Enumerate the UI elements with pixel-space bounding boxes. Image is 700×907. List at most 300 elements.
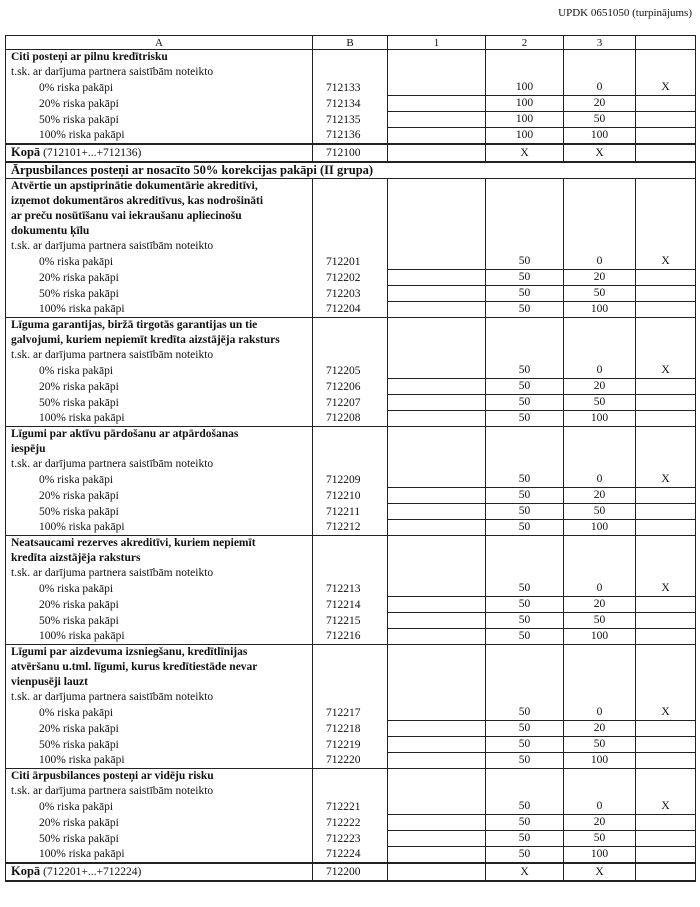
- empty-cell: [388, 179, 486, 195]
- empty-cell: [486, 566, 564, 581]
- x-mark: [636, 112, 696, 128]
- table-row: [6, 395, 696, 411]
- value-col-2: 100: [486, 128, 564, 145]
- risk-label: 20% riska pakāpi: [6, 721, 313, 737]
- input-cell-1: [388, 286, 486, 302]
- empty-cell: [388, 566, 486, 581]
- table-row: [6, 705, 696, 721]
- block-title-row: [6, 645, 696, 661]
- block-title: dokumentu ķīlu: [6, 224, 313, 239]
- empty-cell: [388, 318, 486, 334]
- row-code: 712202: [313, 270, 388, 286]
- value-col-3: 0: [564, 581, 636, 597]
- empty-cell: [388, 675, 486, 690]
- value-col-2: 50: [486, 799, 564, 815]
- empty-cell: [388, 551, 486, 566]
- empty-cell: [388, 457, 486, 472]
- block-title: ar preču nosūtīšanu vai iekraušanu apliecinošu: [6, 209, 313, 224]
- sub-label: t.sk. ar darījuma partnera saistībām noteikto: [6, 348, 313, 363]
- empty-cell: [636, 566, 696, 581]
- x-mark: [636, 629, 696, 645]
- value-col-2: X: [486, 863, 564, 881]
- risk-label: 100% riska pakāpi: [6, 753, 313, 769]
- risk-label: 0% riska pakāpi: [6, 799, 313, 815]
- empty-cell: [388, 427, 486, 443]
- empty-cell: [636, 318, 696, 334]
- value-col-2: 50: [486, 705, 564, 721]
- total-range: (712101+...+712136): [43, 147, 142, 159]
- empty-cell: [636, 50, 696, 66]
- x-mark: X: [636, 581, 696, 597]
- table-row: [6, 847, 696, 864]
- empty-cell: [388, 442, 486, 457]
- empty-cell: [486, 179, 564, 195]
- row-code: 712220: [313, 753, 388, 769]
- column-header: 2: [486, 36, 564, 50]
- total-range: (712201+...+712224): [43, 866, 142, 878]
- value-col-3: 100: [564, 302, 636, 318]
- value-col-2: 50: [486, 847, 564, 864]
- value-col-2: 50: [486, 753, 564, 769]
- value-col-3: 50: [564, 613, 636, 629]
- empty-cell: [486, 442, 564, 457]
- value-col-2: 50: [486, 472, 564, 488]
- value-col-3: 100: [564, 753, 636, 769]
- table-row: [6, 721, 696, 737]
- value-col-2: 50: [486, 581, 564, 597]
- empty-cell: [486, 769, 564, 785]
- table-row: [6, 488, 696, 504]
- x-mark: [636, 411, 696, 427]
- input-cell-1: [388, 472, 486, 488]
- input-cell-1: [388, 737, 486, 753]
- empty-cell: [636, 65, 696, 80]
- empty-cell: [313, 690, 388, 705]
- row-code: 712217: [313, 705, 388, 721]
- table-row: [6, 581, 696, 597]
- block-title: kredīta aizstājēja raksturs: [6, 551, 313, 566]
- block-title-row: [6, 50, 696, 66]
- risk-label: 50% riska pakāpi: [6, 286, 313, 302]
- row-code: 712201: [313, 254, 388, 270]
- empty-cell: [388, 239, 486, 254]
- empty-cell: [564, 50, 636, 66]
- value-col-3: 0: [564, 705, 636, 721]
- risk-weight-table: [5, 35, 696, 882]
- empty-cell: [388, 769, 486, 785]
- table-row: [6, 831, 696, 847]
- value-col-3: 100: [564, 847, 636, 864]
- value-col-3: 0: [564, 80, 636, 96]
- value-col-3: 20: [564, 379, 636, 395]
- value-col-3: 0: [564, 254, 636, 270]
- value-col-3: 20: [564, 721, 636, 737]
- input-cell-1: [388, 96, 486, 112]
- empty-cell: [486, 675, 564, 690]
- input-cell-1: [388, 831, 486, 847]
- table-row: [6, 254, 696, 270]
- block-title: Neatsaucami rezerves akreditīvi, kuriem nepiemīt: [6, 536, 313, 552]
- sub-label-row: [6, 65, 696, 80]
- risk-label: 20% riska pakāpi: [6, 488, 313, 504]
- table-row: [6, 629, 696, 645]
- empty-cell: [388, 209, 486, 224]
- empty-cell: [388, 784, 486, 799]
- empty-cell: [636, 551, 696, 566]
- block-title: Citi posteņi ar pilnu kredītrisku: [6, 50, 313, 66]
- risk-label: 20% riska pakāpi: [6, 379, 313, 395]
- input-cell-1: [388, 581, 486, 597]
- risk-label: 0% riska pakāpi: [6, 363, 313, 379]
- empty-cell: [486, 551, 564, 566]
- row-code: 712208: [313, 411, 388, 427]
- empty-cell: [313, 224, 388, 239]
- empty-cell: [313, 194, 388, 209]
- risk-label: 50% riska pakāpi: [6, 831, 313, 847]
- sub-label: t.sk. ar darījuma partnera saistībām noteikto: [6, 690, 313, 705]
- row-code: 712221: [313, 799, 388, 815]
- row-code: 712210: [313, 488, 388, 504]
- row-code: 712211: [313, 504, 388, 520]
- empty-cell: [564, 660, 636, 675]
- empty-cell: [313, 318, 388, 334]
- empty-cell: [636, 784, 696, 799]
- value-col-2: 50: [486, 504, 564, 520]
- value-col-2: 50: [486, 613, 564, 629]
- table-row: [6, 411, 696, 427]
- empty-cell: [313, 784, 388, 799]
- empty-cell: [564, 675, 636, 690]
- table-row: [6, 80, 696, 96]
- column-header: A: [6, 36, 313, 50]
- x-mark: X: [636, 705, 696, 721]
- row-code: 712205: [313, 363, 388, 379]
- empty-cell: [636, 144, 696, 162]
- risk-label: 50% riska pakāpi: [6, 613, 313, 629]
- x-mark: X: [636, 472, 696, 488]
- risk-label: 20% riska pakāpi: [6, 597, 313, 613]
- row-code: 712204: [313, 302, 388, 318]
- row-code: 712100: [313, 144, 388, 162]
- empty-cell: [313, 551, 388, 566]
- table-row: [6, 799, 696, 815]
- empty-cell: [486, 690, 564, 705]
- value-col-2: 50: [486, 254, 564, 270]
- x-mark: [636, 613, 696, 629]
- x-mark: [636, 847, 696, 864]
- value-col-3: 50: [564, 395, 636, 411]
- table-row: [6, 597, 696, 613]
- x-mark: [636, 597, 696, 613]
- input-cell-1: [388, 847, 486, 864]
- empty-cell: [313, 536, 388, 552]
- table-row: [6, 270, 696, 286]
- empty-cell: [313, 239, 388, 254]
- value-col-2: 50: [486, 815, 564, 831]
- value-col-3: 20: [564, 597, 636, 613]
- table-row: [6, 737, 696, 753]
- empty-cell: [313, 769, 388, 785]
- risk-label: 0% riska pakāpi: [6, 472, 313, 488]
- table-row: [6, 504, 696, 520]
- block-title-row: [6, 536, 696, 552]
- empty-cell: [564, 690, 636, 705]
- input-cell-1: [388, 753, 486, 769]
- row-code: 712212: [313, 520, 388, 536]
- block-title-row: [6, 333, 696, 348]
- risk-label: 100% riska pakāpi: [6, 128, 313, 145]
- value-col-3: 50: [564, 286, 636, 302]
- row-code: 712222: [313, 815, 388, 831]
- empty-cell: [313, 50, 388, 66]
- input-cell-1: [388, 721, 486, 737]
- table-row: [6, 472, 696, 488]
- risk-label: 100% riska pakāpi: [6, 847, 313, 864]
- row-code: 712219: [313, 737, 388, 753]
- x-mark: [636, 395, 696, 411]
- value-col-3: 20: [564, 488, 636, 504]
- value-col-2: 50: [486, 721, 564, 737]
- value-col-3: 0: [564, 363, 636, 379]
- value-col-3: 0: [564, 799, 636, 815]
- block-title: galvojumi, kuriem nepiemīt kredīta aizstājēja raksturs: [6, 333, 313, 348]
- total-row: [6, 863, 696, 881]
- empty-cell: [313, 179, 388, 195]
- section-heading: Ārpusbilances posteņi ar nosacīto 50% korekcijas pakāpi (II grupa): [6, 162, 696, 179]
- column-header: 1: [388, 36, 486, 50]
- value-col-2: 100: [486, 112, 564, 128]
- input-cell-1: [388, 799, 486, 815]
- empty-cell: [564, 442, 636, 457]
- empty-cell: [486, 457, 564, 472]
- empty-cell: [564, 194, 636, 209]
- value-col-3: 50: [564, 831, 636, 847]
- empty-cell: [388, 660, 486, 675]
- column-header: [636, 36, 696, 50]
- x-mark: [636, 270, 696, 286]
- empty-cell: [636, 536, 696, 552]
- risk-label: 20% riska pakāpi: [6, 270, 313, 286]
- block-title-row: [6, 675, 696, 690]
- total-row: [6, 144, 696, 162]
- table-row: [6, 128, 696, 145]
- empty-cell: [486, 645, 564, 661]
- value-col-3: 20: [564, 815, 636, 831]
- empty-cell: [486, 348, 564, 363]
- empty-cell: [313, 675, 388, 690]
- empty-cell: [313, 348, 388, 363]
- value-col-3: 100: [564, 520, 636, 536]
- input-cell-1: [388, 597, 486, 613]
- input-cell-1: [388, 488, 486, 504]
- empty-cell: [486, 50, 564, 66]
- x-mark: [636, 520, 696, 536]
- row-code: 712218: [313, 721, 388, 737]
- block-title-row: [6, 194, 696, 209]
- empty-cell: [636, 427, 696, 443]
- value-col-2: 50: [486, 737, 564, 753]
- total-label-cell: [6, 144, 313, 162]
- block-title-row: [6, 224, 696, 239]
- block-title: Līguma garantijas, biržā tirgotās garantijas un tie: [6, 318, 313, 334]
- empty-cell: [313, 660, 388, 675]
- value-col-3: 50: [564, 737, 636, 753]
- empty-cell: [313, 333, 388, 348]
- row-code: 712200: [313, 863, 388, 881]
- block-title-row: [6, 209, 696, 224]
- empty-cell: [486, 784, 564, 799]
- total-label-cell: [6, 863, 313, 881]
- x-mark: X: [636, 80, 696, 96]
- value-col-2: 50: [486, 363, 564, 379]
- empty-cell: [636, 863, 696, 881]
- empty-cell: [564, 645, 636, 661]
- empty-cell: [564, 65, 636, 80]
- block-title: Atvērtie un apstiprinātie dokumentārie akreditīvi,: [6, 179, 313, 195]
- x-mark: [636, 504, 696, 520]
- row-code: 712224: [313, 847, 388, 864]
- x-mark: X: [636, 799, 696, 815]
- value-col-2: 50: [486, 488, 564, 504]
- input-cell-1: [388, 302, 486, 318]
- input-cell-1: [388, 254, 486, 270]
- row-code: 712203: [313, 286, 388, 302]
- block-title: vienpusēji lauzt: [6, 675, 313, 690]
- empty-cell: [564, 566, 636, 581]
- x-mark: [636, 286, 696, 302]
- x-mark: [636, 488, 696, 504]
- empty-cell: [564, 179, 636, 195]
- risk-label: 0% riska pakāpi: [6, 80, 313, 96]
- value-col-3: 20: [564, 96, 636, 112]
- column-header-row: [6, 36, 696, 50]
- empty-cell: [636, 194, 696, 209]
- empty-cell: [636, 660, 696, 675]
- sub-label-row: [6, 784, 696, 799]
- input-cell-1: [388, 270, 486, 286]
- empty-cell: [486, 194, 564, 209]
- sub-label: t.sk. ar darījuma partnera saistībām noteikto: [6, 566, 313, 581]
- empty-cell: [486, 224, 564, 239]
- x-mark: [636, 128, 696, 145]
- empty-cell: [636, 179, 696, 195]
- table-row: [6, 112, 696, 128]
- input-cell-1: [388, 520, 486, 536]
- empty-cell: [636, 348, 696, 363]
- input-cell-1: [388, 613, 486, 629]
- empty-cell: [564, 318, 636, 334]
- row-code: 712136: [313, 128, 388, 145]
- table-row: [6, 613, 696, 629]
- risk-label: 100% riska pakāpi: [6, 629, 313, 645]
- x-mark: [636, 831, 696, 847]
- row-code: 712133: [313, 80, 388, 96]
- empty-cell: [313, 209, 388, 224]
- empty-cell: [636, 457, 696, 472]
- x-mark: X: [636, 254, 696, 270]
- empty-cell: [564, 536, 636, 552]
- empty-cell: [388, 333, 486, 348]
- block-title-row: [6, 551, 696, 566]
- empty-cell: [636, 442, 696, 457]
- value-col-2: 50: [486, 302, 564, 318]
- value-col-3: X: [564, 863, 636, 881]
- input-cell-1: [388, 80, 486, 96]
- empty-cell: [313, 645, 388, 661]
- input-cell-1: [388, 411, 486, 427]
- x-mark: [636, 737, 696, 753]
- row-code: 712223: [313, 831, 388, 847]
- empty-cell: [388, 645, 486, 661]
- empty-cell: [486, 536, 564, 552]
- value-col-2: 100: [486, 96, 564, 112]
- sub-label: t.sk. ar darījuma partnera saistībām noteikto: [6, 784, 313, 799]
- table-row: [6, 815, 696, 831]
- sub-label: t.sk. ar darījuma partnera saistībām noteikto: [6, 239, 313, 254]
- input-cell-1: [388, 815, 486, 831]
- empty-cell: [388, 65, 486, 80]
- risk-label: 0% riska pakāpi: [6, 581, 313, 597]
- block-title: iespēju: [6, 442, 313, 457]
- value-col-3: 50: [564, 112, 636, 128]
- empty-cell: [636, 690, 696, 705]
- sub-label: t.sk. ar darījuma partnera saistībām noteikto: [6, 65, 313, 80]
- row-code: 712213: [313, 581, 388, 597]
- row-code: 712215: [313, 613, 388, 629]
- table-row: [6, 96, 696, 112]
- input-cell-1: [388, 144, 486, 162]
- empty-cell: [388, 690, 486, 705]
- input-cell-1: [388, 629, 486, 645]
- block-title: izņemot dokumentāros akreditīvus, kas nodrošināti: [6, 194, 313, 209]
- input-cell-1: [388, 395, 486, 411]
- x-mark: [636, 815, 696, 831]
- value-col-2: 50: [486, 520, 564, 536]
- row-code: 712207: [313, 395, 388, 411]
- input-cell-1: [388, 128, 486, 145]
- empty-cell: [486, 209, 564, 224]
- value-col-2: 50: [486, 831, 564, 847]
- empty-cell: [388, 536, 486, 552]
- value-col-3: X: [564, 144, 636, 162]
- risk-label: 50% riska pakāpi: [6, 112, 313, 128]
- risk-label: 20% riska pakāpi: [6, 815, 313, 831]
- input-cell-1: [388, 379, 486, 395]
- empty-cell: [388, 348, 486, 363]
- sub-label-row: [6, 457, 696, 472]
- empty-cell: [486, 65, 564, 80]
- risk-label: 100% riska pakāpi: [6, 411, 313, 427]
- input-cell-1: [388, 363, 486, 379]
- input-cell-1: [388, 112, 486, 128]
- block-title-row: [6, 769, 696, 785]
- block-title: Līgumi par aizdevuma izsniegšanu, kredītlīnijas: [6, 645, 313, 661]
- risk-label: 100% riska pakāpi: [6, 302, 313, 318]
- input-cell-1: [388, 705, 486, 721]
- empty-cell: [636, 333, 696, 348]
- empty-cell: [313, 457, 388, 472]
- section-heading-row: [6, 162, 696, 179]
- row-code: 712135: [313, 112, 388, 128]
- sub-label: t.sk. ar darījuma partnera saistībām noteikto: [6, 457, 313, 472]
- risk-label: 50% riska pakāpi: [6, 395, 313, 411]
- empty-cell: [313, 427, 388, 443]
- sub-label-row: [6, 348, 696, 363]
- empty-cell: [636, 769, 696, 785]
- block-title-row: [6, 660, 696, 675]
- x-mark: [636, 379, 696, 395]
- sub-label-row: [6, 239, 696, 254]
